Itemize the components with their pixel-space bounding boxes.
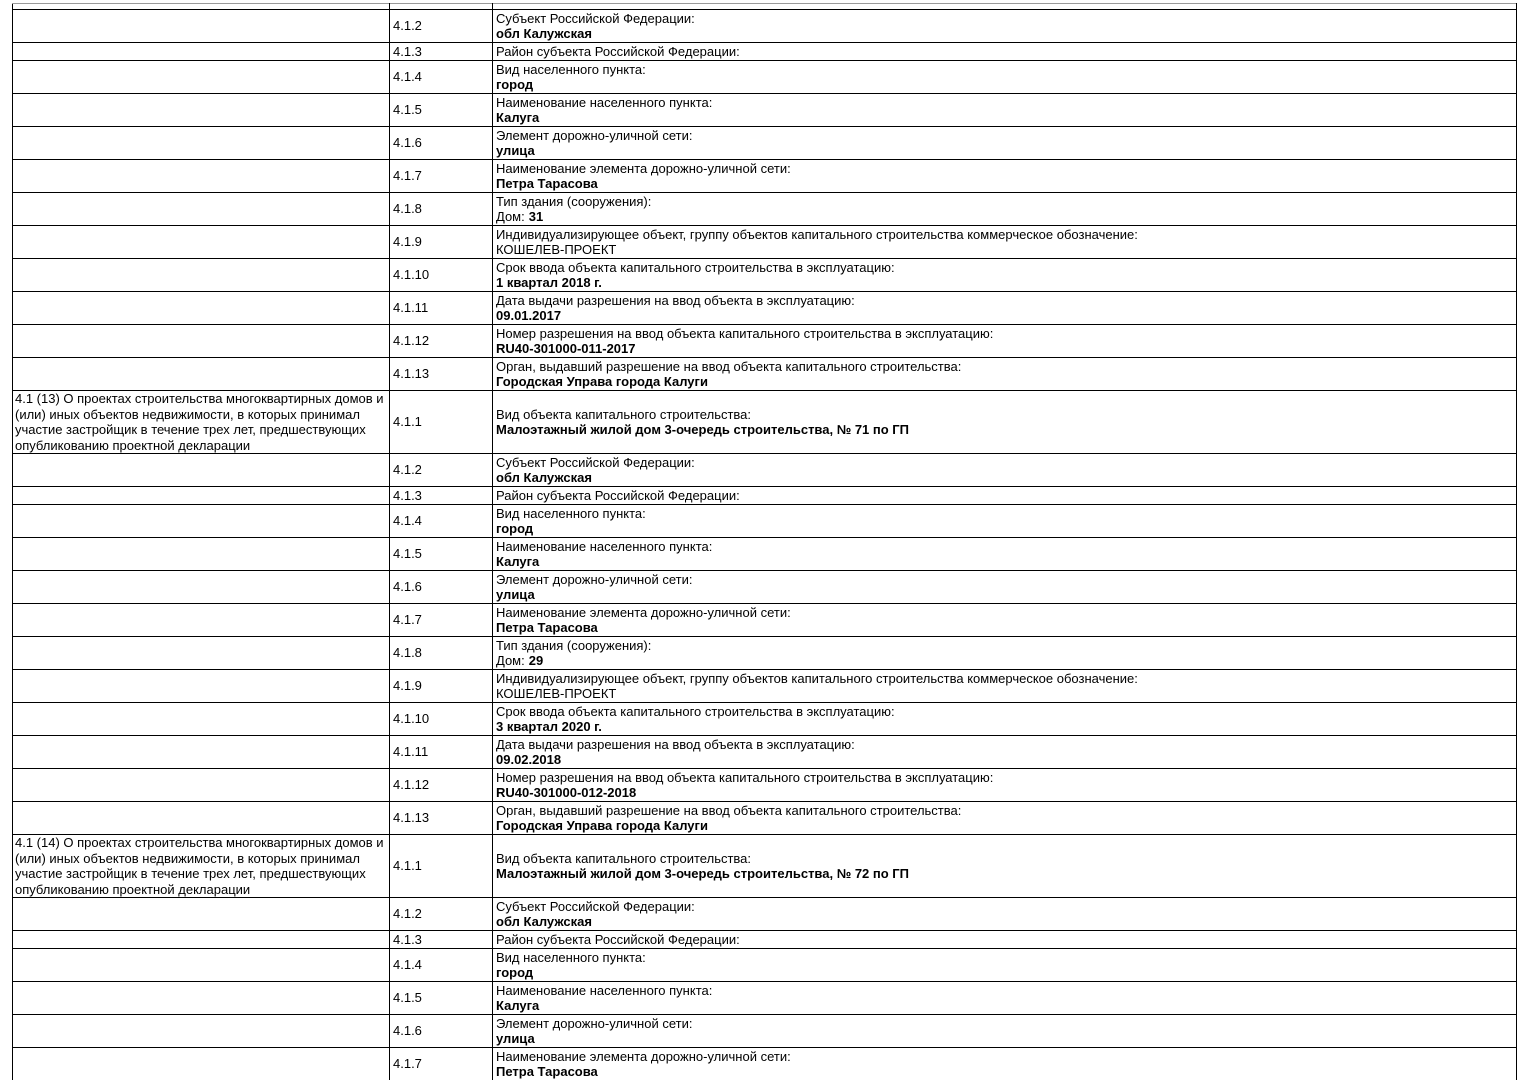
row-number: 4.1.12 [393, 333, 430, 349]
content-cell [493, 160, 1517, 193]
content-cell [493, 769, 1517, 802]
row-number-cell [390, 358, 493, 391]
table-row [13, 454, 1517, 487]
content-cell [493, 1015, 1517, 1048]
section-description-cell [13, 259, 390, 292]
row-number-cell [390, 835, 493, 898]
field-value: обл Калужская [496, 470, 592, 485]
row-number: 4.1.3 [393, 931, 422, 947]
row-number-cell [390, 325, 493, 358]
field-label: Элемент дорожно-уличной сети: [496, 1015, 693, 1031]
row-number-cell [390, 259, 493, 292]
field-value-line [496, 785, 1512, 801]
row-number-cell [390, 538, 493, 571]
section-description-cell [13, 292, 390, 325]
field-value: 3 квартал 2020 г. [496, 719, 602, 734]
row-number: 4.1.1 [393, 858, 422, 874]
table-row [13, 703, 1517, 736]
row-number-cell [390, 703, 493, 736]
table-row [13, 127, 1517, 160]
section-description-cell [13, 736, 390, 769]
field-value: Калуга [496, 998, 540, 1013]
row-number: 4.1.10 [393, 267, 430, 283]
content-cell [493, 487, 1517, 505]
field-value-line [496, 719, 1512, 735]
field-value: 29 [528, 653, 544, 668]
field-label: Элемент дорожно-уличной сети: [496, 571, 693, 587]
field-value-line [496, 965, 1512, 981]
section-description-cell [13, 898, 390, 931]
content-cell [493, 736, 1517, 769]
content-cell [493, 538, 1517, 571]
row-number: 4.1.4 [393, 69, 422, 85]
field-label: Район субъекта Российской Федерации: [496, 43, 740, 59]
row-number-cell [390, 637, 493, 670]
section-description-cell [13, 226, 390, 259]
row-number-cell [390, 898, 493, 931]
field-label: Тип здания (сооружения): [496, 193, 652, 209]
field-label: Субъект Российской Федерации: [496, 454, 695, 470]
content-cell [493, 61, 1517, 94]
table-row [13, 637, 1517, 670]
content-cell [493, 637, 1517, 670]
field-label: Район субъекта Российской Федерации: [496, 931, 740, 947]
field-value: Калуга [496, 110, 540, 125]
row-number: 4.1.13 [393, 366, 430, 382]
section-description-cell [13, 505, 390, 538]
field-value: Малоэтажный жилой дом 3-очередь строительства, № 71 по ГП [496, 422, 910, 437]
section-description-cell [13, 802, 390, 835]
row-number-cell [390, 292, 493, 325]
content-cell [493, 358, 1517, 391]
field-value: Калуга [496, 554, 540, 569]
field-value-line [496, 341, 1512, 357]
row-number-cell [390, 61, 493, 94]
row-number: 4.1.13 [393, 810, 430, 826]
field-value-line [496, 209, 1512, 225]
field-label: Срок ввода объекта капитального строительства в эксплуатацию: [496, 259, 895, 275]
content-cell [493, 802, 1517, 835]
section-header-row [13, 835, 1517, 898]
table-row [13, 193, 1517, 226]
content-cell [493, 94, 1517, 127]
field-value-line [496, 77, 1512, 93]
field-value-prefix: Дом: [496, 209, 525, 224]
field-value: Петра Тарасова [496, 176, 598, 191]
field-value-line [496, 653, 1512, 669]
section-description-cell [13, 538, 390, 571]
row-number: 4.1.9 [393, 678, 422, 694]
field-label: Индивидуализирующее объект, группу объектов капитального строительства коммерческое обозначение: [496, 226, 1138, 242]
row-number-cell [390, 1015, 493, 1048]
field-value: обл Калужская [496, 914, 592, 929]
field-label: Вид объекта капитального строительства: [496, 850, 752, 866]
field-label: Индивидуализирующее объект, группу объектов капитального строительства коммерческое обозначение: [496, 670, 1138, 686]
row-number: 4.1.12 [393, 777, 430, 793]
section-description-cell [13, 637, 390, 670]
content-cell [493, 325, 1517, 358]
section-description-cell [13, 769, 390, 802]
field-value-prefix: Дом: [496, 653, 525, 668]
content-cell [493, 127, 1517, 160]
row-number: 4.1.6 [393, 1023, 422, 1039]
table-row [13, 325, 1517, 358]
row-number-cell [390, 94, 493, 127]
field-label: Наименование населенного пункта: [496, 538, 713, 554]
field-value-line [496, 470, 1512, 486]
section-description-cell [13, 193, 390, 226]
field-value-line [496, 422, 1512, 438]
table-row [13, 43, 1517, 61]
field-value: Петра Тарасова [496, 1064, 598, 1079]
field-value: улица [496, 143, 535, 158]
section-description-cell [13, 949, 390, 982]
table-row [13, 160, 1517, 193]
table-row [13, 292, 1517, 325]
section-description-cell [13, 358, 390, 391]
table-row [13, 898, 1517, 931]
table-row [13, 1048, 1517, 1080]
field-value-line [496, 275, 1512, 291]
section-description-cell [13, 1015, 390, 1048]
row-number: 4.1.3 [393, 487, 422, 503]
field-value: город [496, 521, 534, 536]
field-label: Вид населенного пункта: [496, 61, 646, 77]
table-row [13, 802, 1517, 835]
row-number: 4.1.1 [393, 414, 422, 430]
field-value-line [496, 914, 1512, 930]
field-value-line [496, 1031, 1512, 1047]
table-row [13, 1015, 1517, 1048]
section-description-cell [13, 127, 390, 160]
field-label: Наименование элемента дорожно-уличной сети: [496, 1048, 791, 1064]
table-row [13, 538, 1517, 571]
section-description-cell [13, 391, 390, 454]
row-number-cell [390, 769, 493, 802]
field-label: Наименование населенного пункта: [496, 94, 713, 110]
section-description-cell [13, 703, 390, 736]
row-number: 4.1.3 [393, 43, 422, 59]
row-number-cell [390, 487, 493, 505]
row-number-cell [390, 604, 493, 637]
field-value-line [496, 143, 1512, 159]
field-label: Наименование элемента дорожно-уличной сети: [496, 604, 791, 620]
row-number-cell [390, 160, 493, 193]
row-number: 4.1.8 [393, 201, 422, 217]
section-description: 4.1 (14) О проектах строительства многоквартирных домов и (или) иных объектов недвижимости, в которых принимал участие застройщик в течение трех лет, предшествующих опубликованию проектной декларации [15, 835, 384, 897]
field-value-line [496, 866, 1512, 882]
field-value-line [496, 818, 1512, 834]
content-cell [493, 193, 1517, 226]
field-label: Район субъекта Российской Федерации: [496, 487, 740, 503]
field-value: 09.02.2018 [496, 752, 562, 767]
field-value: RU40-301000-012-2018 [496, 785, 637, 800]
row-number: 4.1.7 [393, 612, 422, 628]
section-description-cell [13, 571, 390, 604]
section-description-cell [13, 325, 390, 358]
field-label: Тип здания (сооружения): [496, 637, 652, 653]
row-number-cell [390, 931, 493, 949]
content-cell [493, 949, 1517, 982]
table-row [13, 571, 1517, 604]
row-number: 4.1.4 [393, 957, 422, 973]
row-number-cell [390, 127, 493, 160]
section-description-cell [13, 487, 390, 505]
table-row [13, 931, 1517, 949]
field-label: Элемент дорожно-уличной сети: [496, 127, 693, 143]
section-description-cell [13, 835, 390, 898]
field-value: улица [496, 1031, 535, 1046]
section-description-cell [13, 43, 390, 61]
field-value: город [496, 77, 534, 92]
field-value: 31 [528, 209, 544, 224]
row-number-cell [390, 571, 493, 604]
content-cell [493, 505, 1517, 538]
row-number: 4.1.6 [393, 579, 422, 595]
field-value: Петра Тарасова [496, 620, 598, 635]
row-number: 4.1.6 [393, 135, 422, 151]
field-value-line [496, 554, 1512, 570]
row-number: 4.1.2 [393, 18, 422, 34]
field-value-line [496, 308, 1512, 324]
field-label: Наименование элемента дорожно-уличной сети: [496, 160, 791, 176]
row-number: 4.1.9 [393, 234, 422, 250]
table-row [13, 982, 1517, 1015]
field-label: Вид населенного пункта: [496, 949, 646, 965]
content-cell [493, 1048, 1517, 1080]
section-description-cell [13, 454, 390, 487]
content-cell [493, 703, 1517, 736]
field-value-line [496, 620, 1512, 636]
content-cell [493, 931, 1517, 949]
table-row [13, 226, 1517, 259]
row-number: 4.1.5 [393, 990, 422, 1006]
section-description-cell [13, 670, 390, 703]
content-cell [493, 670, 1517, 703]
section-description-cell [13, 604, 390, 637]
field-label: Дата выдачи разрешения на ввод объекта в эксплуатацию: [496, 736, 855, 752]
row-number-cell [390, 949, 493, 982]
row-number: 4.1.7 [393, 168, 422, 184]
field-value: Малоэтажный жилой дом 3-очередь строительства, № 72 по ГП [496, 866, 910, 881]
row-number-cell [390, 982, 493, 1015]
field-value: обл Калужская [496, 26, 592, 41]
table-row [13, 487, 1517, 505]
field-label: Орган, выдавший разрешение на ввод объекта капитального строительства: [496, 358, 962, 374]
row-number-cell [390, 505, 493, 538]
row-number-cell [390, 193, 493, 226]
table-row [13, 358, 1517, 391]
row-number-cell [390, 670, 493, 703]
field-label: Наименование населенного пункта: [496, 982, 713, 998]
field-label: Субъект Российской Федерации: [496, 898, 695, 914]
section-description-cell [13, 982, 390, 1015]
content-cell [493, 982, 1517, 1015]
field-value: 1 квартал 2018 г. [496, 275, 602, 290]
table-row [13, 769, 1517, 802]
row-number: 4.1.10 [393, 711, 430, 727]
table-row [13, 670, 1517, 703]
field-value-line [496, 374, 1512, 390]
section-header-row [13, 391, 1517, 454]
row-number: 4.1.5 [393, 546, 422, 562]
table-row [13, 259, 1517, 292]
content-cell [493, 898, 1517, 931]
field-label: Вид объекта капитального строительства: [496, 406, 752, 422]
row-number-cell [390, 226, 493, 259]
field-value-line [496, 242, 1512, 258]
row-number: 4.1.2 [393, 906, 422, 922]
field-value-line [496, 176, 1512, 192]
field-label: Субъект Российской Федерации: [496, 10, 695, 26]
row-number: 4.1.11 [393, 300, 429, 316]
content-cell [493, 835, 1517, 898]
field-value: 09.01.2017 [496, 308, 562, 323]
field-value-line [496, 26, 1512, 42]
section-description-cell [13, 10, 390, 43]
section-description-cell [13, 931, 390, 949]
table-row [13, 736, 1517, 769]
content-cell [493, 226, 1517, 259]
field-label: Орган, выдавший разрешение на ввод объекта капитального строительства: [496, 802, 962, 818]
row-number-cell [390, 736, 493, 769]
field-value: КОШЕЛЕВ-ПРОЕКТ [496, 242, 617, 257]
section-description-cell [13, 160, 390, 193]
field-value: Городская Управа города Калуги [496, 374, 708, 389]
field-label: Срок ввода объекта капитального строительства в эксплуатацию: [496, 703, 895, 719]
row-number-cell [390, 10, 493, 43]
table-row [13, 604, 1517, 637]
row-number: 4.1.2 [393, 462, 422, 478]
content-cell [493, 454, 1517, 487]
field-value: Городская Управа города Калуги [496, 818, 708, 833]
section-description: 4.1 (13) О проектах строительства многоквартирных домов и (или) иных объектов недвижимости, в которых принимал участие застройщик в течение трех лет, предшествующих опубликованию проектной декларации [15, 391, 384, 453]
row-number-cell [390, 43, 493, 61]
field-value-line [496, 587, 1512, 603]
content-cell [493, 391, 1517, 454]
table-row [13, 61, 1517, 94]
project-declaration-table [12, 3, 1517, 1080]
section-description-cell [13, 61, 390, 94]
content-cell [493, 259, 1517, 292]
content-cell [493, 571, 1517, 604]
content-cell [493, 43, 1517, 61]
field-label: Вид населенного пункта: [496, 505, 646, 521]
content-cell [493, 604, 1517, 637]
row-number-cell [390, 391, 493, 454]
row-number: 4.1.11 [393, 744, 429, 760]
table-row [13, 949, 1517, 982]
field-label: Номер разрешения на ввод объекта капитального строительства в эксплуатацию: [496, 325, 994, 341]
content-cell [493, 10, 1517, 43]
field-value: КОШЕЛЕВ-ПРОЕКТ [496, 686, 617, 701]
table-row [13, 505, 1517, 538]
row-number-cell [390, 454, 493, 487]
row-number: 4.1.8 [393, 645, 422, 661]
row-number-cell [390, 1048, 493, 1080]
table-row [13, 10, 1517, 43]
field-value-line [496, 752, 1512, 768]
row-number-cell [390, 802, 493, 835]
row-number: 4.1.7 [393, 1056, 422, 1072]
field-label: Дата выдачи разрешения на ввод объекта в эксплуатацию: [496, 292, 855, 308]
field-value: RU40-301000-011-2017 [496, 341, 636, 356]
field-value: улица [496, 587, 535, 602]
field-label: Номер разрешения на ввод объекта капитального строительства в эксплуатацию: [496, 769, 994, 785]
content-cell [493, 292, 1517, 325]
field-value-line [496, 521, 1512, 537]
row-number: 4.1.5 [393, 102, 422, 118]
field-value-line [496, 686, 1512, 702]
row-number: 4.1.4 [393, 513, 422, 529]
section-description-cell [13, 94, 390, 127]
field-value: город [496, 965, 534, 980]
field-value-line [496, 1064, 1512, 1080]
table-row [13, 94, 1517, 127]
section-description-cell [13, 1048, 390, 1080]
field-value-line [496, 110, 1512, 126]
field-value-line [496, 998, 1512, 1014]
